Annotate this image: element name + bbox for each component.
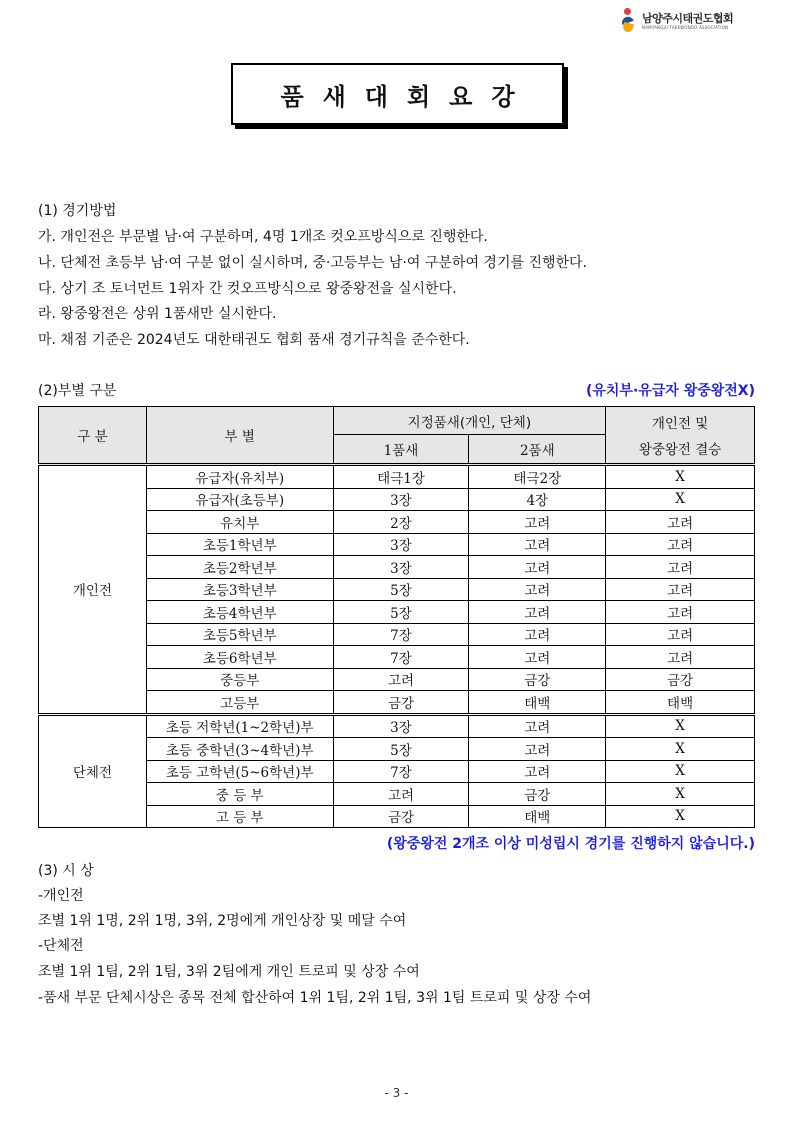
- final-cell: 태백: [606, 691, 755, 715]
- table-row: [39, 646, 755, 669]
- division-cell: 초등4학년부: [146, 601, 333, 624]
- first-cell: 3장: [333, 488, 469, 511]
- method-line: 라. 왕중왕전은 상위 1품새만 실시한다.: [38, 306, 277, 322]
- section3-heading: (3) 시 상: [38, 863, 94, 879]
- method-line: 가. 개인전은 부문별 남·여 구분하며, 4명 1개조 컷오프방식으로 진행한다.: [38, 229, 488, 245]
- final-cell: X: [606, 488, 755, 511]
- award-individual-label: -개인전: [38, 888, 84, 904]
- award-individual-text: 조별 1위 1명, 2위 1명, 3위, 2명에게 개인상장 및 메달 수여: [38, 913, 407, 929]
- header-final: 개인전 및 왕중왕전 결승: [606, 407, 755, 465]
- division-cell: 초등1학년부: [146, 533, 333, 556]
- table-row: [39, 668, 755, 691]
- final-cell: 금강: [606, 668, 755, 691]
- second-cell: 고려: [469, 533, 606, 556]
- category-cell: 개인전: [39, 465, 147, 715]
- header-first-poomsae: 1품새: [333, 435, 469, 465]
- second-cell: 고려: [469, 760, 606, 783]
- division-table: [38, 406, 755, 828]
- section2-heading: (2)부별 구분: [38, 383, 117, 399]
- second-cell: 태극2장: [469, 465, 606, 489]
- association-logo: [620, 8, 733, 34]
- table-row: [39, 738, 755, 761]
- final-cell: X: [606, 465, 755, 489]
- second-cell: 고려: [469, 601, 606, 624]
- table-row: [39, 533, 755, 556]
- division-cell: 초등3학년부: [146, 578, 333, 601]
- division-cell: 중 등 부: [146, 783, 333, 806]
- division-cell: 초등5학년부: [146, 623, 333, 646]
- category-cell: 단체전: [39, 714, 147, 828]
- table-row: [39, 691, 755, 715]
- final-cell: X: [606, 783, 755, 806]
- award-team-extra: -품새 부문 단체시상은 종목 전체 합산하여 1위 1팀, 2위 1팀, 3위 1팀 트로피 및 상장 수여: [38, 990, 592, 1006]
- table-row: [39, 511, 755, 534]
- award-team-label: -단체전: [38, 938, 84, 954]
- division-cell: 유치부: [146, 511, 333, 534]
- table-row: [39, 783, 755, 806]
- second-cell: 고려: [469, 511, 606, 534]
- header-category: 구 분: [39, 407, 147, 465]
- division-cell: 유급자(유치부): [146, 465, 333, 489]
- first-cell: 2장: [333, 511, 469, 534]
- table-row: [39, 556, 755, 579]
- final-cell: 고려: [606, 601, 755, 624]
- first-cell: 3장: [333, 533, 469, 556]
- first-cell: 5장: [333, 578, 469, 601]
- final-cell: 고려: [606, 511, 755, 534]
- second-cell: 4장: [469, 488, 606, 511]
- taekwondo-emblem-icon: [620, 8, 636, 34]
- division-cell: 유급자(초등부): [146, 488, 333, 511]
- logo-subtitle: NAMYANGJU TAEKWONDO ASSOCIATION: [642, 24, 729, 30]
- method-line: 나. 단체전 초등부 남·여 구분 없이 실시하며, 중·고등부는 남·여 구분하여 경기를 진행한다.: [38, 255, 587, 271]
- division-cell: 초등 저학년(1~2학년)부: [146, 714, 333, 738]
- table-row: [39, 623, 755, 646]
- final-cell: X: [606, 805, 755, 828]
- final-cell: 고려: [606, 556, 755, 579]
- second-cell: 태백: [469, 805, 606, 828]
- second-cell: 금강: [469, 668, 606, 691]
- second-cell: 고려: [469, 578, 606, 601]
- section1-heading: (1) 경기방법: [38, 203, 117, 219]
- division-cell: 고등부: [146, 691, 333, 715]
- section2-note: (유치부·유급자 왕중왕전X): [585, 383, 755, 399]
- method-line: 다. 상기 조 토너먼트 1위자 간 컷오프방식으로 왕중왕전을 실시한다.: [38, 281, 457, 297]
- division-cell: 초등 고학년(5~6학년)부: [146, 760, 333, 783]
- page-number: - 3 -: [384, 1086, 409, 1100]
- method-line: 마. 채점 기준은 2024년도 대한태권도 협회 품새 경기규칙을 준수한다.: [38, 332, 470, 348]
- second-cell: 금강: [469, 783, 606, 806]
- document-title: 품새대회요강: [280, 82, 534, 111]
- document-title-box: [231, 63, 564, 125]
- table-row: [39, 578, 755, 601]
- second-cell: 고려: [469, 738, 606, 761]
- table-row: [39, 805, 755, 828]
- first-cell: 고려: [333, 783, 469, 806]
- header-designated: 지정품새(개인, 단체): [333, 407, 606, 435]
- final-cell: X: [606, 738, 755, 761]
- first-cell: 3장: [333, 556, 469, 579]
- final-cell: 고려: [606, 578, 755, 601]
- first-cell: 5장: [333, 601, 469, 624]
- first-cell: 7장: [333, 646, 469, 669]
- first-cell: 7장: [333, 623, 469, 646]
- header-division: 부 별: [146, 407, 333, 465]
- first-cell: 금강: [333, 805, 469, 828]
- first-cell: 금강: [333, 691, 469, 715]
- table-row: [39, 488, 755, 511]
- final-cell: X: [606, 760, 755, 783]
- header-second-poomsae: 2품새: [469, 435, 606, 465]
- division-cell: 중등부: [146, 668, 333, 691]
- second-cell: 고려: [469, 646, 606, 669]
- first-cell: 3장: [333, 714, 469, 738]
- award-team-text: 조별 1위 1팀, 2위 1팀, 3위 2팀에게 개인 트로피 및 상장 수여: [38, 964, 420, 980]
- second-cell: 고려: [469, 714, 606, 738]
- division-cell: 초등 중학년(3~4학년)부: [146, 738, 333, 761]
- table-row: [39, 760, 755, 783]
- first-cell: 태극1장: [333, 465, 469, 489]
- final-cell: 고려: [606, 623, 755, 646]
- table-row: [39, 465, 755, 489]
- first-cell: 5장: [333, 738, 469, 761]
- division-cell: 초등2학년부: [146, 556, 333, 579]
- table-row: [39, 714, 755, 738]
- second-cell: 고려: [469, 623, 606, 646]
- final-cell: 고려: [606, 533, 755, 556]
- final-cell: X: [606, 714, 755, 738]
- first-cell: 7장: [333, 760, 469, 783]
- division-cell: 고 등 부: [146, 805, 333, 828]
- second-cell: 태백: [469, 691, 606, 715]
- first-cell: 고려: [333, 668, 469, 691]
- logo-name: 남양주시태권도협회: [642, 11, 734, 25]
- division-cell: 초등6학년부: [146, 646, 333, 669]
- second-cell: 고려: [469, 556, 606, 579]
- table-row: [39, 601, 755, 624]
- final-cell: 고려: [606, 646, 755, 669]
- table-footnote: (왕중왕전 2개조 이상 미성립시 경기를 진행하지 않습니다.): [386, 836, 755, 852]
